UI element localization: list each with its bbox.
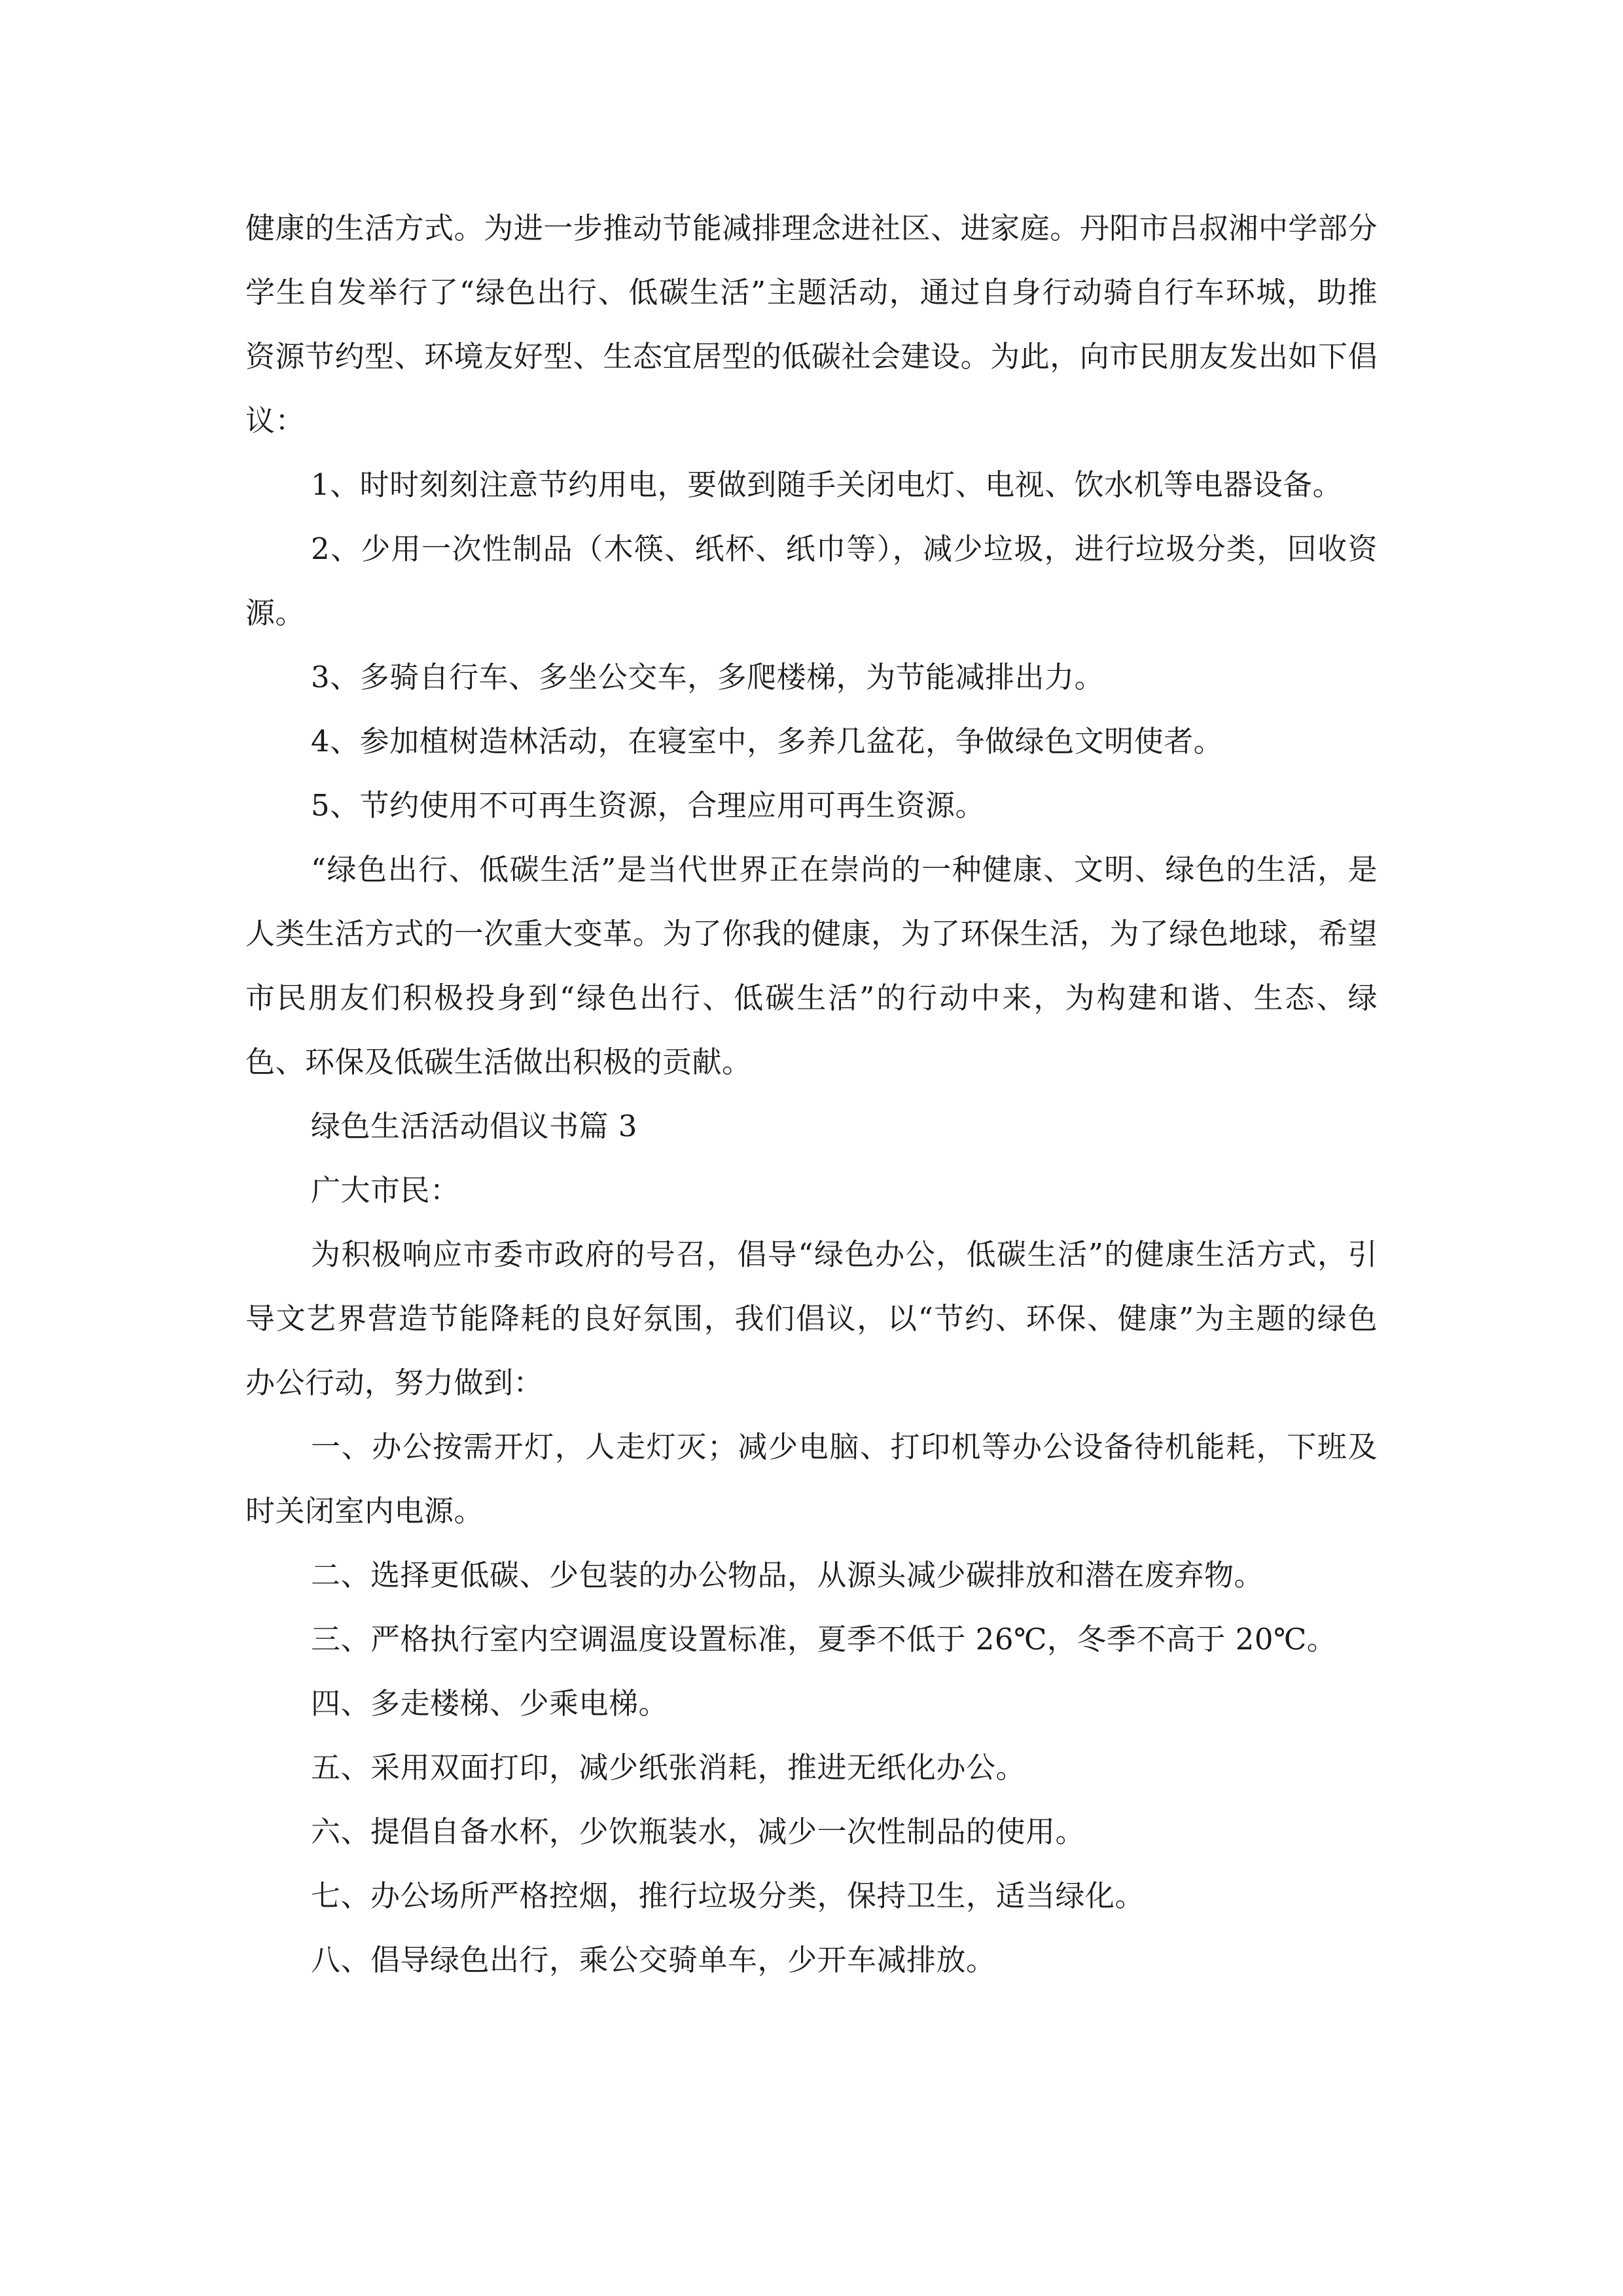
office-item-3: 三、严格执行室内空调温度设置标准，夏季不低于 26℃，冬季不高于 20℃。	[311, 1622, 1337, 1657]
paragraph-closing: “绿色出行、低碳生活”是当代世界正在崇尚的一种健康、文明、绿色的生活，是人类生活方式的一次重大变革。为了你我的健康，为了环保生活，为了绿色地球，希望市民朋友们积极投身到“绿色出行、低碳生活”的行动中来，为构建和谐、生态、绿色、环保及低碳生活做出积极的贡献。	[245, 852, 1378, 1079]
office-item-5: 五、采用双面打印，减少纸张消耗，推进无纸化办公。	[311, 1750, 1026, 1785]
office-item-7: 七、办公场所严格控烟，推行垃圾分类，保持卫生，适当绿化。	[311, 1878, 1145, 1913]
proposal-item-1: 1、时时刻刻注意节约用电，要做到随手关闭电灯、电视、饮水机等电器设备。	[311, 467, 1343, 502]
office-item-6: 六、提倡自备水杯，少饮瓶装水，减少一次性制品的使用。	[311, 1814, 1086, 1849]
paragraph-intro: 为积极响应市委市政府的号召，倡导“绿色办公，低碳生活”的健康生活方式，引导文艺界营造节能降耗的良好氛围，我们倡议，以“节约、环保、健康”为主题的绿色办公行动，努力做到：	[245, 1237, 1378, 1400]
office-item-4: 四、多走楼梯、少乘电梯。	[311, 1686, 669, 1721]
proposal-item-4: 4、参加植树造林活动，在寝室中，多养几盆花，争做绿色文明使者。	[311, 724, 1224, 759]
office-item-2: 二、选择更低碳、少包装的办公物品，从源头减少碳排放和潜在废弃物。	[311, 1558, 1264, 1592]
section-title: 绿色生活活动倡议书篇 3	[311, 1109, 637, 1143]
proposal-item-3: 3、多骑自行车、多坐公交车，多爬楼梯，为节能减排出力。	[311, 660, 1105, 694]
office-item-8: 八、倡导绿色出行，乘公交骑单车，少开车减排放。	[311, 1943, 996, 1977]
proposal-item-5: 5、节约使用不可再生资源，合理应用可再生资源。	[311, 788, 986, 823]
paragraph-intro-continuation: 健康的生活方式。为进一步推动节能减排理念进社区、进家庭。丹阳市吕叔湘中学部分学生自发举行了“绿色出行、低碳生活”主题活动，通过自身行动骑自行车环城，助推资源节约型、环境友好型、生态宜居型的低碳社会建设。为此，向市民朋友发出如下倡议：	[245, 211, 1378, 438]
proposal-item-2: 2、少用一次性制品（木筷、纸杯、纸巾等），减少垃圾，进行垃圾分类，回收资源。	[245, 531, 1378, 630]
office-item-1: 一、办公按需开灯，人走灯灭；减少电脑、打印机等办公设备待机能耗，下班及时关闭室内电源。	[245, 1429, 1378, 1528]
salutation: 广大市民：	[311, 1173, 460, 1208]
document-body	[245, 196, 1378, 1992]
